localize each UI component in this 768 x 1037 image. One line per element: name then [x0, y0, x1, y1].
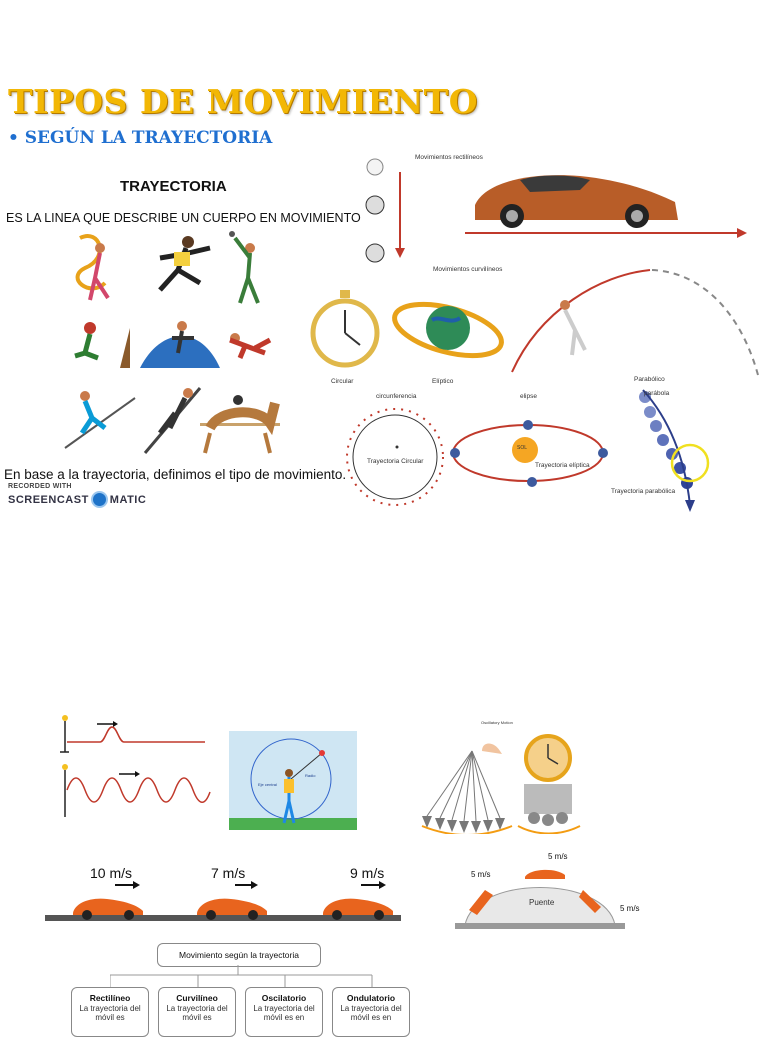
category-name: Curvilíneo	[176, 993, 218, 1003]
trajectory-heading: TRAYECTORIA	[120, 178, 227, 195]
bridge-label: Puente	[529, 898, 555, 907]
watermark-brand	[8, 491, 146, 508]
skydiver-illustration	[230, 333, 270, 358]
category-curvilinear	[158, 987, 236, 1037]
parabola-label: parábola	[644, 390, 670, 397]
runner-illustration	[160, 236, 210, 290]
watermark-brand-b: MATIC	[109, 493, 147, 506]
ellipse-label: elipse	[520, 393, 537, 400]
surfer-illustration	[140, 321, 220, 368]
watermark-brand-a: SCREENCAST	[8, 493, 89, 506]
category-rectilinear	[71, 987, 149, 1037]
record-icon	[91, 491, 108, 508]
category-name: Rectilíneo	[89, 993, 131, 1003]
rectilinear-label: Movimientos rectilíneos	[415, 154, 483, 161]
category-name: Ondulatorio	[346, 993, 396, 1003]
circular-motion-figure	[229, 731, 357, 830]
elliptic-label: Elíptico	[432, 378, 454, 385]
slide-footer: En base a la trayectoria, definimos el tipo de movimiento.	[4, 467, 347, 482]
category-name: Oscilatorio	[261, 993, 307, 1003]
skier-illustration	[65, 391, 135, 448]
gymnast-illustration	[78, 236, 108, 300]
circular-trajectory	[347, 409, 443, 505]
globe-orbit-illustration	[389, 295, 507, 366]
radius-label: Radio	[305, 773, 316, 778]
tree-connectors	[110, 965, 380, 987]
watermark-small: RECORDED WITH	[8, 483, 72, 490]
slide-subtitle: • SEGÚN LA TRAYECTORIA	[8, 128, 273, 148]
circular-trajectory-label: Trayectoria Circular	[367, 458, 424, 465]
speed-label-1: 10 m/s	[90, 865, 133, 881]
center-axis-label: Eje central	[258, 782, 277, 787]
category-undulatory	[332, 987, 410, 1037]
parabolic-arc	[512, 270, 650, 372]
speed-label-3: 9 m/s	[350, 865, 385, 881]
speed-label-2: 7 m/s	[211, 865, 246, 881]
thrower-illustration	[229, 231, 258, 303]
parabolic-label: Parabólico	[634, 376, 665, 383]
bridge-illustration	[455, 855, 635, 933]
speed-cars-illustration	[45, 875, 401, 931]
trajectory-definition: ES LA LINEA QUE DESCRIBE UN CUERPO EN MOVIMIENTO	[6, 211, 361, 225]
skateboarder-illustration	[75, 322, 130, 368]
falling-ball-sequence	[366, 159, 405, 262]
oscillatory-caption: Oscillatory Motion	[481, 720, 513, 725]
category-desc: La trayectoria del móvil es en	[253, 1004, 315, 1022]
category-desc: La trayectoria del móvil es en	[340, 1004, 402, 1022]
elliptic-trajectory-label: Trayectoria elíptica	[535, 462, 590, 469]
slide-title: TIPOS DE MOVIMIENTO	[8, 82, 478, 121]
sports-clipart	[60, 228, 300, 458]
bridge-car-top	[525, 870, 565, 879]
bridge-speed-top: 5 m/s	[548, 852, 568, 861]
bridge-speed-left: 5 m/s	[471, 870, 491, 879]
circumference-label: circunferencia	[376, 393, 417, 400]
category-desc: La trayectoria del móvil es	[166, 1004, 228, 1022]
pendulum-illustration	[412, 726, 592, 834]
jumper-illustration	[560, 300, 585, 355]
ski-jumper-illustration	[145, 388, 200, 453]
elliptic-trajectory	[450, 420, 608, 487]
wave-diagram	[55, 712, 215, 822]
tree-root: Movimiento según la trayectoria	[157, 943, 321, 967]
parabolic-trajectory-label: Trayectoria parabólica	[611, 488, 676, 495]
circular-label: Circular	[331, 378, 354, 385]
category-desc: La trayectoria del móvil es	[79, 1004, 141, 1022]
stopwatch-illustration	[313, 290, 377, 365]
category-oscillatory	[245, 987, 323, 1037]
sun-label: SOL	[517, 445, 528, 451]
curvilinear-label: Movimientos curvilíneos	[433, 266, 503, 273]
bridge-speed-right: 5 m/s	[620, 904, 640, 913]
horse-rider-illustration	[200, 395, 280, 453]
sports-car-illustration	[475, 175, 678, 228]
